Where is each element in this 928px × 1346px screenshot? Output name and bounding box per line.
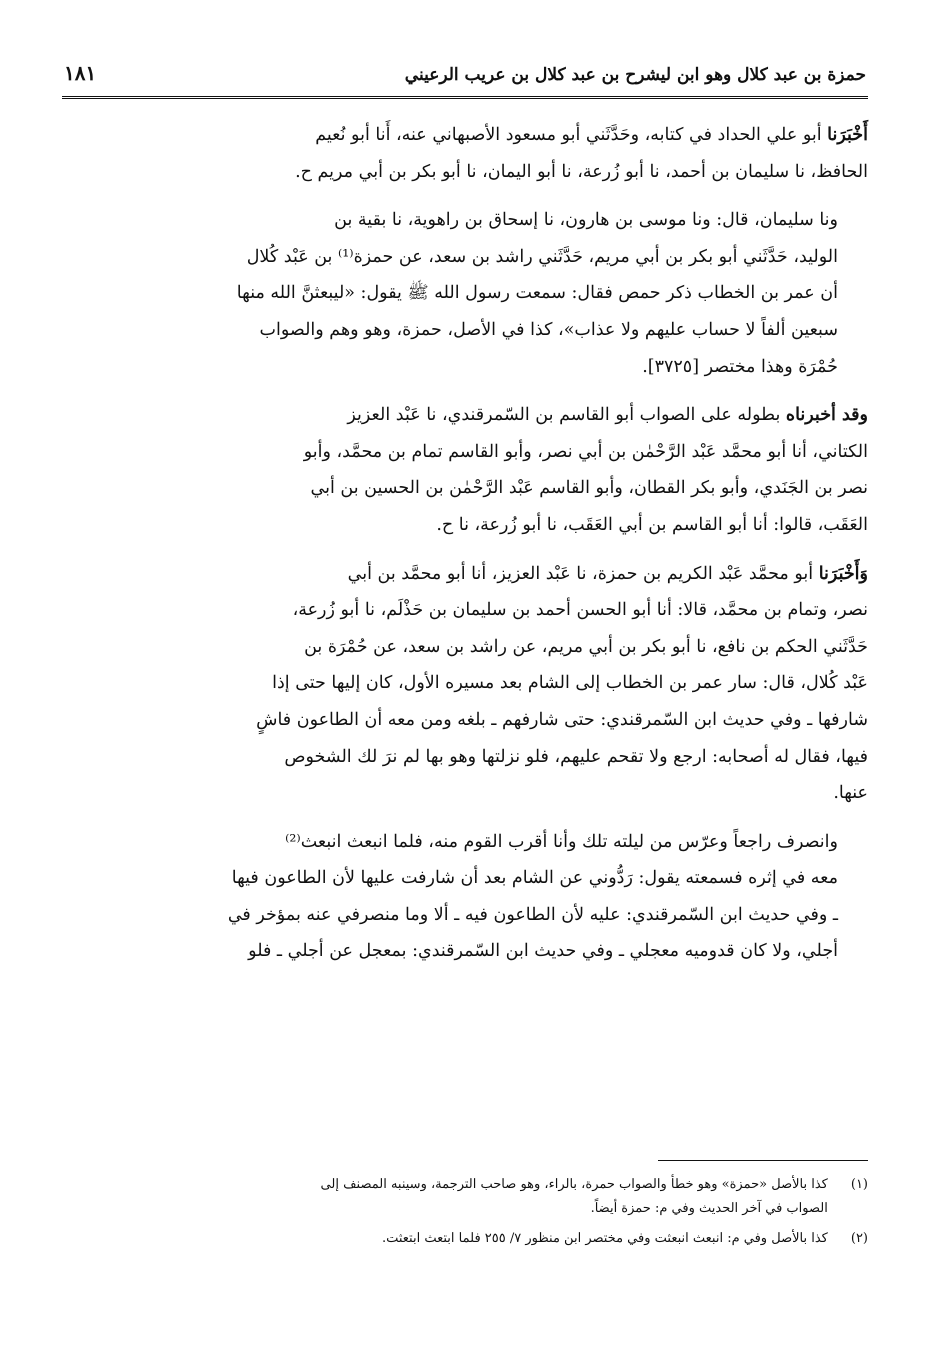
text-line: سبعين ألفاً لا حساب عليهم ولا عذاب»، كذا في الأصل، حمزة، وهو وهم والصواب xyxy=(259,319,838,340)
text-line: وَأَخْبَرَنا أبو محمَّد عَبْد الكريم بن حمزة، نا عَبْد العزيز، أنا أبو محمَّد بن أبي xyxy=(347,563,868,584)
paragraph xyxy=(62,556,868,812)
text-line: نصر، وتمام بن محمَّد، قالا: أنا أبو الحسن أحمد بن سليمان بن حَذْلَم، نا أبو زُرعة، xyxy=(292,600,868,621)
footnote-text: كذا بالأصل وفي م: انبعث انبعثت وفي مختصر ابن منظور ٧/ ٢٥٥ فلما ابتعث ابتعثت. xyxy=(381,1231,828,1246)
footnote-number: (٢) xyxy=(850,1231,868,1246)
text-line: وقد أخبرناه بطوله على الصواب أبو القاسم بن السّمرقندي، نا عَبْد العزيز xyxy=(347,405,868,426)
footnote-number: (١) xyxy=(850,1177,868,1192)
running-title: حمزة بن عبد كلال وهو ابن ليشرح بن عبد كلال بن عريب الرعيني xyxy=(404,65,866,85)
lead-word: وَأَخْبَرَنا xyxy=(818,563,868,584)
text-line: حَدَّثَني الحكم بن نافع، نا أبو بكر بن أبي مريم، عن راشد بن سعد، عن حُمْرَة بن xyxy=(304,636,868,657)
text-line: الوليد، حَدَّثَني أبو بكر بن أبي مريم، حَدَّثَني راشد بن سعد، عن حمزة⁽¹⁾ بن عَبْد كُلال xyxy=(246,246,838,267)
lead-word: وقد أخبرناه xyxy=(785,405,868,426)
text-line: شارفها ـ وفي حديث ابن السّمرقندي: حتى شارفهم ـ بلغه ومن معه أن الطاعون فاشٍ xyxy=(256,709,868,730)
text-line: معه في إثره فسمعته يقول: رَدُّوني عن الشام بعد أن شارفت عليها لأن الطاعون فيها xyxy=(231,868,838,889)
main-text xyxy=(62,117,868,970)
footnote xyxy=(62,1227,868,1251)
footnote-divider xyxy=(658,1160,868,1161)
text-line: وانصرف راجعاً وعرّس من ليلته تلك وأنا أقرب القوم منه، فلما انبعث انبعث⁽²⁾ xyxy=(285,831,838,852)
footnote-text: كذا بالأصل «حمزة» وهو خطأ والصواب حمرة، بالراء، وهو صاحب الترجمة، وسينبه المصنف إلى xyxy=(320,1177,828,1192)
text-line: عَبْد كُلال، قال: سار عمر بن الخطاب إلى الشام بعد مسيره الأول، كان إليها حتى إذا xyxy=(272,673,868,694)
footnote xyxy=(62,1173,868,1221)
footnote-text: الصواب في آخر الحديث وفي م: حمزة أيضاً. xyxy=(590,1201,828,1216)
paragraph xyxy=(62,202,868,385)
text-line: أجلي، ولا كان قدوميه معجلي ـ وفي حديث ابن السّمرقندي: بمعجل عن أجلي ـ فلو xyxy=(248,941,838,962)
text-line: حُمْرَة وهذا مختصر [٣٧٢٥]. xyxy=(642,356,838,377)
page-number: ١٨١ xyxy=(64,61,97,85)
text-line: ـ وفي حديث ابن السّمرقندي: عليه لأن الطاعون فيه ـ ألا وما منصرفي عنه بمؤخر في xyxy=(227,904,838,925)
text-line: أَخْبَرَنا أبو علي الحداد في كتابه، وحَدَّثَني أبو مسعود الأصبهاني عنه، أَنا أبو نُعيم xyxy=(315,125,868,145)
paragraph xyxy=(62,824,868,970)
lead-word: أَخْبَرَنا xyxy=(827,125,868,145)
text-line: نصر بن الجَنَدي، وأبو بكر القطان، وأبو القاسم عَبْد الرَّحْمٰن بن الحسين بن أبي xyxy=(310,478,868,499)
running-head xyxy=(62,58,868,99)
text-line: ونا سليمان، قال: ونا موسى بن هارون، نا إسحاق بن راهوية، نا بقية بن xyxy=(334,210,838,231)
text-line: أن عمر بن الخطاب ذكر حمص فقال: سمعت رسول الله ﷺ يقول: «ليبعثنَّ الله منها xyxy=(236,283,838,304)
footnotes xyxy=(62,1160,868,1257)
paragraph xyxy=(62,117,868,190)
text-line: عنها. xyxy=(833,783,868,804)
text-line: فيها، فقال له أصحابه: ارجع ولا تقحم عليهم، فلو نزلتها وهو بها لم نرَ لك الشخوص xyxy=(284,746,868,767)
text-line: الكتاني، أنا أبو محمَّد عَبْد الرَّحْمٰن بن أبي نصر، وأبو القاسم تمام بن محمَّد، وأبو xyxy=(303,441,868,462)
paragraph xyxy=(62,397,868,543)
text-line: الحافظ، نا سليمان بن أحمد، نا أبو زُرعة، نا أبو اليمان، نا أبو بكر بن أبي مريم ح. xyxy=(295,161,868,182)
text-line: العَقَب، قالوا: أنا أبو القاسم بن أبي العَقَب، نا أبو زُرعة، نا ح. xyxy=(436,514,868,535)
